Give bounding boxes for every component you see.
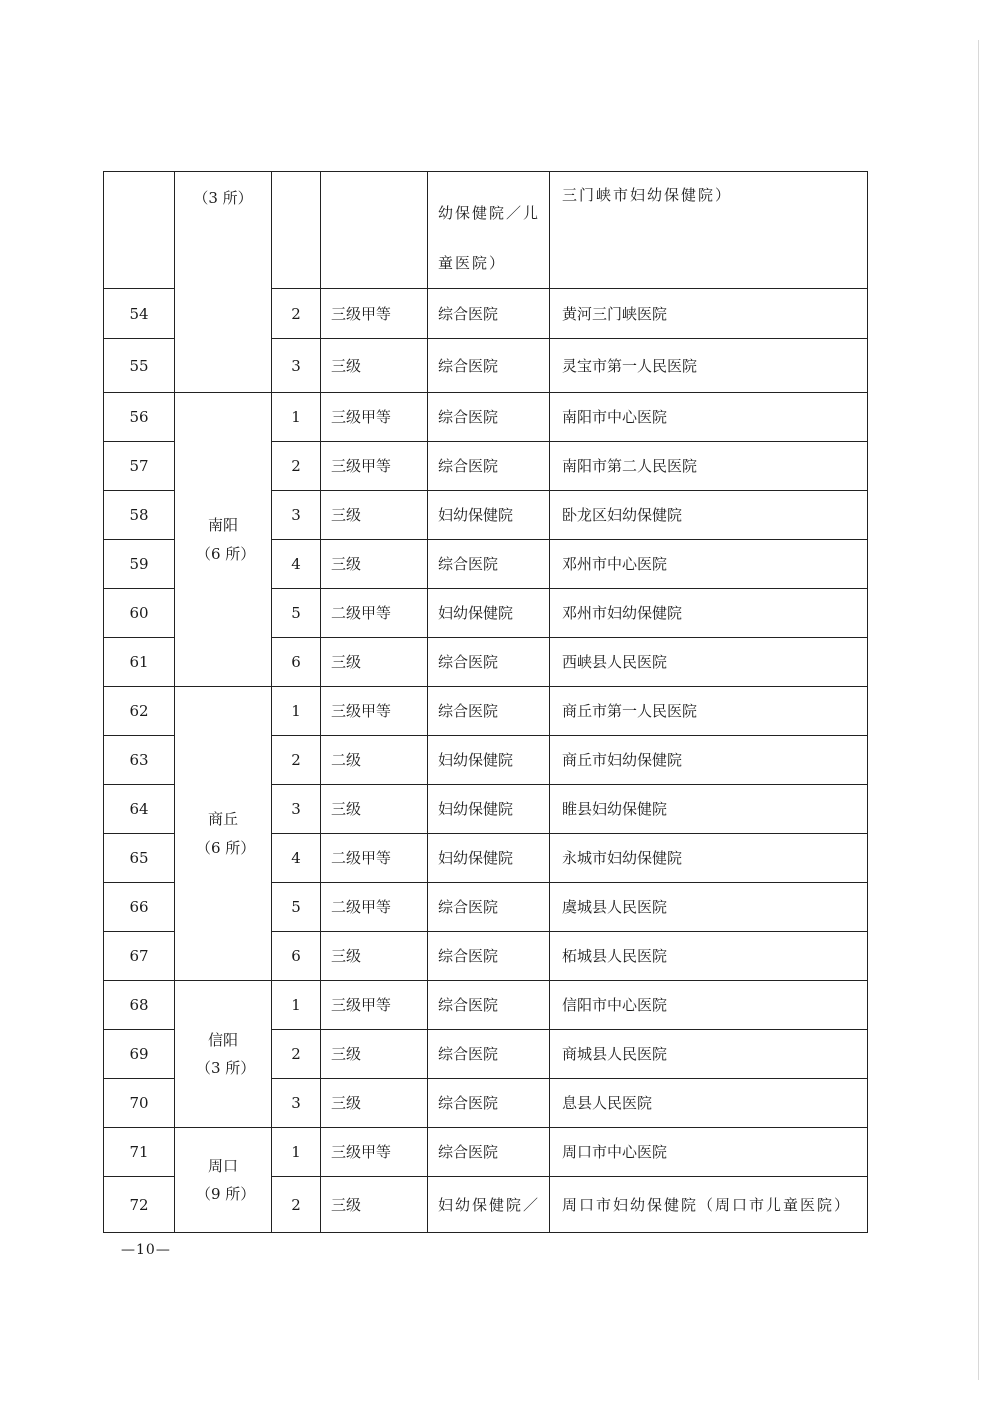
city-label: （3 所）: [193, 189, 253, 207]
index-cell: 1: [272, 981, 321, 1030]
row-number-cell: 66: [104, 883, 175, 932]
index-cell: 3: [272, 491, 321, 540]
index-cell: 3: [272, 339, 321, 393]
index-cell: 1: [272, 393, 321, 442]
name-cell: 商城县人民医院: [550, 1030, 868, 1079]
page-number: —10—: [121, 1242, 171, 1258]
index-cell: 5: [272, 589, 321, 638]
index-cell: 6: [272, 932, 321, 981]
index-cell: 2: [272, 736, 321, 785]
city-cell: [175, 1128, 272, 1233]
row-number-cell: 60: [104, 589, 175, 638]
city-label: 周口（9 所）: [196, 1156, 256, 1203]
type-cell: 综合医院: [428, 1030, 550, 1079]
row-number-cell: 63: [104, 736, 175, 785]
type-cell: 综合医院: [428, 540, 550, 589]
index-cell: 2: [272, 289, 321, 339]
name-cell: 永城市妇幼保健院: [550, 834, 868, 883]
name-cell: 南阳市第二人民医院: [550, 442, 868, 491]
row-number-cell: 72: [104, 1177, 175, 1233]
city-label: 南阳（6 所）: [196, 516, 256, 563]
type-cell: 综合医院: [428, 289, 550, 339]
row-number-cell: 56: [104, 393, 175, 442]
level-cell: 三级甲等: [321, 393, 428, 442]
level-cell: 三级甲等: [321, 442, 428, 491]
hospital-table: [103, 171, 868, 1233]
level-cell: 三级甲等: [321, 687, 428, 736]
level-cell: 三级甲等: [321, 981, 428, 1030]
level-cell: 三级: [321, 1030, 428, 1079]
level-cell: 三级: [321, 540, 428, 589]
name-cell: 虞城县人民医院: [550, 883, 868, 932]
type-cell: 幼保健院／儿童医院）: [428, 172, 550, 289]
name-cell: 信阳市中心医院: [550, 981, 868, 1030]
city-label: 信阳（3 所）: [196, 1030, 256, 1077]
name-cell: 三门峡市妇幼保健院）: [550, 172, 868, 289]
type-cell: 综合医院: [428, 393, 550, 442]
city-cell: [175, 393, 272, 687]
level-cell: 三级: [321, 785, 428, 834]
type-cell: 妇幼保健院／: [428, 1177, 550, 1233]
level-cell: 二级甲等: [321, 883, 428, 932]
index-cell: 2: [272, 1177, 321, 1233]
name-cell: 商丘市妇幼保健院: [550, 736, 868, 785]
row-number-cell: 54: [104, 289, 175, 339]
city-label: 商丘（6 所）: [196, 810, 256, 857]
type-cell: 综合医院: [428, 442, 550, 491]
row-number-cell: 55: [104, 339, 175, 393]
name-cell: 邓州市中心医院: [550, 540, 868, 589]
level-cell: [321, 172, 428, 289]
type-cell: 妇幼保健院: [428, 736, 550, 785]
row-number-cell: 65: [104, 834, 175, 883]
name-cell: 南阳市中心医院: [550, 393, 868, 442]
row-number-cell: 62: [104, 687, 175, 736]
row-number-cell: 71: [104, 1128, 175, 1177]
name-cell: 周口市妇幼保健院（周口市儿童医院）: [550, 1177, 868, 1233]
index-cell: 1: [272, 687, 321, 736]
row-number-cell: 59: [104, 540, 175, 589]
type-cell: 综合医院: [428, 339, 550, 393]
index-cell: 4: [272, 834, 321, 883]
level-cell: 二级甲等: [321, 834, 428, 883]
level-cell: 二级: [321, 736, 428, 785]
type-cell: 妇幼保健院: [428, 785, 550, 834]
table-row: [104, 687, 868, 736]
name-cell: 西峡县人民医院: [550, 638, 868, 687]
city-cell: [175, 981, 272, 1128]
level-cell: 三级: [321, 491, 428, 540]
level-cell: 三级甲等: [321, 289, 428, 339]
name-cell: 柘城县人民医院: [550, 932, 868, 981]
type-cell: 综合医院: [428, 638, 550, 687]
row-number-cell: 68: [104, 981, 175, 1030]
type-cell: 综合医院: [428, 1079, 550, 1128]
level-cell: 三级: [321, 638, 428, 687]
index-cell: 3: [272, 785, 321, 834]
name-cell: 周口市中心医院: [550, 1128, 868, 1177]
name-cell: 黄河三门峡医院: [550, 289, 868, 339]
table-row: [104, 172, 868, 289]
row-number-cell: 61: [104, 638, 175, 687]
city-cell: [175, 172, 272, 393]
table-row: [104, 393, 868, 442]
level-cell: 三级: [321, 339, 428, 393]
row-number-cell: 58: [104, 491, 175, 540]
index-cell: 1: [272, 1128, 321, 1177]
name-cell: 灵宝市第一人民医院: [550, 339, 868, 393]
type-cell: 妇幼保健院: [428, 491, 550, 540]
level-cell: 三级: [321, 1177, 428, 1233]
level-cell: 三级: [321, 932, 428, 981]
row-number-cell: 67: [104, 932, 175, 981]
table-row: [104, 981, 868, 1030]
table-row: [104, 1128, 868, 1177]
name-cell: 邓州市妇幼保健院: [550, 589, 868, 638]
level-cell: 三级: [321, 1079, 428, 1128]
type-cell: 综合医院: [428, 981, 550, 1030]
name-cell: 睢县妇幼保健院: [550, 785, 868, 834]
level-cell: 二级甲等: [321, 589, 428, 638]
index-cell: 2: [272, 442, 321, 491]
name-cell: 商丘市第一人民医院: [550, 687, 868, 736]
row-number-cell: 69: [104, 1030, 175, 1079]
index-cell: 6: [272, 638, 321, 687]
type-cell: 综合医院: [428, 932, 550, 981]
row-number-cell: 64: [104, 785, 175, 834]
index-cell: 4: [272, 540, 321, 589]
type-cell: 综合医院: [428, 883, 550, 932]
name-cell: 息县人民医院: [550, 1079, 868, 1128]
type-cell: 妇幼保健院: [428, 589, 550, 638]
row-number-cell: [104, 172, 175, 289]
city-cell: [175, 687, 272, 981]
index-cell: 3: [272, 1079, 321, 1128]
type-cell: 妇幼保健院: [428, 834, 550, 883]
row-number-cell: 57: [104, 442, 175, 491]
type-cell: 综合医院: [428, 687, 550, 736]
row-number-cell: 70: [104, 1079, 175, 1128]
scan-edge-line: [978, 40, 979, 1380]
index-cell: 2: [272, 1030, 321, 1079]
type-cell: 综合医院: [428, 1128, 550, 1177]
level-cell: 三级甲等: [321, 1128, 428, 1177]
index-cell: [272, 172, 321, 289]
index-cell: 5: [272, 883, 321, 932]
name-cell: 卧龙区妇幼保健院: [550, 491, 868, 540]
